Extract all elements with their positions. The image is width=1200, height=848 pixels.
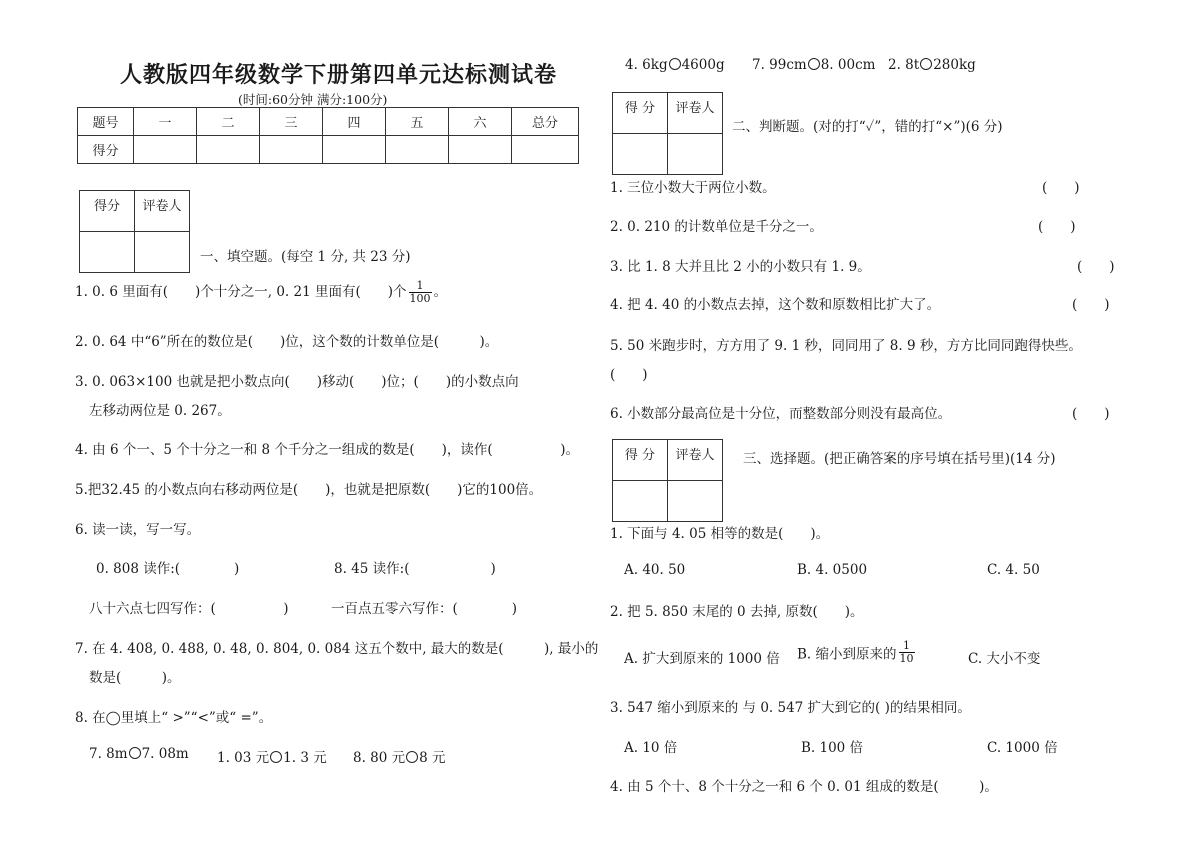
compare-left: 7. 99cm [752,57,807,73]
judge-item-4: 4. 把 4. 40 的小数点去掉，这个数和原数相比扩大了。 [610,297,941,313]
fill-question-7-line-1: 7. 在 4. 408, 0. 488, 0. 48, 0. 804, 0. 084 这五个数中, 最大的数是( ), 最小的 [75,641,599,657]
compare-right: 1. 3 元 [283,750,327,766]
compare-right: 8 元 [419,750,446,766]
fraction-numerator: 1 [409,280,432,293]
choice-option-b-text: B. 缩小到原来的 [797,646,897,663]
score-table-header-cell: 四 [323,108,386,136]
score-cell[interactable] [512,136,579,164]
score-cell[interactable] [386,136,449,164]
score-table-header-cell: 题号 [78,108,134,136]
fill-question-3-line-2: 左移动两位是 0. 267。 [89,403,231,419]
compare-item-4 [625,57,725,73]
fill-question-6-d: 一百点五零六写作：( ) [331,601,518,617]
judge-item-1: 1. 三位小数大于两位小数。 [610,180,776,196]
fill-question-2: 2. 0. 64 中“6”所在的数位是( )位，这个数的计数单位是( )。 [75,334,499,350]
choice-option-a: A. 40. 50 [624,562,686,578]
compare-left: 4. 6kg [625,57,668,73]
grader-box-section-3 [612,439,723,522]
score-cell[interactable] [323,136,386,164]
score-row-label: 得分 [78,136,134,164]
grader-name-cell[interactable] [668,481,723,522]
score-table-header-cell: 一 [134,108,197,136]
fraction-1-10 [899,640,915,665]
compare-right: 280kg [933,57,976,73]
compare-circle[interactable] [129,747,141,759]
compare-circle[interactable] [270,751,282,763]
judge-answer-paren[interactable]: ( ) [1072,406,1110,422]
fill-question-5: 5.把32.45 的小数点向右移动两位是( )，也就是把原数( )它的100倍。 [75,482,543,498]
grader-name-label: 评卷人 [668,93,723,134]
fraction-denominator: 10 [899,652,914,665]
grader-box-section-1 [79,190,190,273]
grader-score-label: 得 分 [613,440,668,481]
compare-right: 4600g [681,57,725,73]
fill-question-1-text: 1. 0. 6 里面有( )个十分之一, 0. 21 里面有( )个 [75,284,407,300]
choice-option-c: C. 4. 50 [987,562,1040,578]
score-cell[interactable] [260,136,323,164]
choice-option-a: A. 扩大到原来的 1000 倍 [624,651,780,667]
fill-question-6-a: 0. 808 读作:( ) [96,561,240,577]
fill-question-7-line-2: 数是( )。 [89,670,181,686]
compare-circle[interactable] [808,58,820,70]
choice-option-c: C. 1000 倍 [987,740,1058,756]
choice-option-b [797,640,917,665]
choice-question-3: 3. 547 缩小到原来的 与 0. 547 扩大到它的( )的结果相同。 [610,700,971,716]
score-table-score-row [78,136,579,164]
compare-circle[interactable] [406,751,418,763]
compare-item-6 [888,57,976,73]
fraction-numerator: 1 [899,640,915,653]
compare-item-3 [353,746,446,766]
judge-answer-paren[interactable]: ( ) [1042,180,1080,196]
section-3-heading: 三、选择题。(把正确答案的序号填在括号里)(14 分) [743,451,1056,467]
score-table-header-row [78,108,579,136]
page-title: 人教版四年级数学下册第四单元达标测试卷 [120,63,558,88]
fill-question-1 [75,280,447,305]
compare-item-1 [89,746,189,762]
score-cell[interactable] [449,136,512,164]
grader-box-section-2 [612,92,723,175]
score-table-header-cell: 三 [260,108,323,136]
choice-option-b: B. 4. 0500 [797,562,868,578]
compare-left: 7. 8m [89,746,128,762]
choice-option-a: A. 10 倍 [624,740,678,756]
compare-right: 8. 00cm [820,57,876,73]
score-table-header-cell: 六 [449,108,512,136]
fill-question-4: 4. 由 6 个一、5 个十分之一和 8 个千分之一组成的数是( )，读作( )。 [75,442,579,458]
judge-item-5: 5. 50 米跑步时，方方用了 9. 1 秒，同同用了 8. 9 秒，方方比同同跑得快些。 [610,338,1082,354]
fill-question-8: 8. 在◯里填上“ >”“<”或“ =”。 [75,710,273,726]
judge-item-2: 2. 0. 210 的计数单位是千分之一。 [610,219,823,235]
fraction-1-100 [409,280,432,305]
compare-item-5 [752,57,875,73]
judge-item-6: 6. 小数部分最高位是十分位，而整数部分则没有最高位。 [610,406,952,422]
section-2-heading: 二、判断题。(对的打“✓”，错的打“×”)(6 分) [732,119,1003,135]
grader-score-cell[interactable] [80,232,135,273]
choice-question-4: 4. 由 5 个十、8 个十分之一和 6 个 0. 01 组成的数是( )。 [610,779,998,795]
grader-name-label: 评卷人 [135,191,190,232]
score-table-header-cell: 总分 [512,108,579,136]
score-cell[interactable] [197,136,260,164]
judge-item-3: 3. 比 1. 8 大并且比 2 小的小数只有 1. 9。 [610,259,871,275]
judge-answer-paren[interactable]: ( ) [1077,259,1115,275]
choice-option-c: C. 大小不变 [968,651,1041,667]
choice-question-2: 2. 把 5. 850 末尾的 0 去掉, 原数( )。 [610,604,864,620]
judge-answer-paren[interactable]: ( ) [1038,219,1076,235]
score-table-header-cell: 五 [386,108,449,136]
grader-name-label: 评卷人 [668,440,723,481]
section-1-heading: 一、填空题。(每空 1 分, 共 23 分) [200,249,411,265]
compare-right: 7. 08m [141,746,189,762]
score-table [77,107,579,164]
grader-score-cell[interactable] [613,481,668,522]
compare-left: 2. 8t [888,57,920,73]
score-cell[interactable] [134,136,197,164]
compare-circle[interactable] [669,58,681,70]
grader-score-cell[interactable] [613,134,668,175]
grader-name-cell[interactable] [668,134,723,175]
score-table-header-cell: 二 [197,108,260,136]
grader-score-label: 得 分 [613,93,668,134]
compare-left: 1. 03 元 [217,750,270,766]
choice-option-b: B. 100 倍 [801,740,864,756]
compare-item-2 [217,746,327,766]
compare-circle[interactable] [920,58,932,70]
judge-answer-paren[interactable]: ( ) [610,367,648,383]
fill-question-3-line-1: 3. 0. 063×100 也就是把小数点向( )移动( )位；( )的小数点向 [75,374,519,390]
grader-name-cell[interactable] [135,232,190,273]
fill-question-6-b: 8. 45 读作:( ) [334,561,496,577]
compare-left: 8. 80 元 [353,750,406,766]
fill-question-6-c: 八十六点七四写作：( ) [89,601,289,617]
page-subtitle: (时间:60分钟 满分:100分) [238,92,388,107]
choice-question-1: 1. 下面与 4. 05 相等的数是( )。 [610,526,830,542]
grader-score-label: 得分 [80,191,135,232]
fraction-denominator: 100 [409,292,431,305]
fill-question-6: 6. 读一读，写一写。 [75,522,201,538]
fill-question-1-end: 。 [433,284,448,300]
judge-answer-paren[interactable]: ( ) [1072,297,1110,313]
